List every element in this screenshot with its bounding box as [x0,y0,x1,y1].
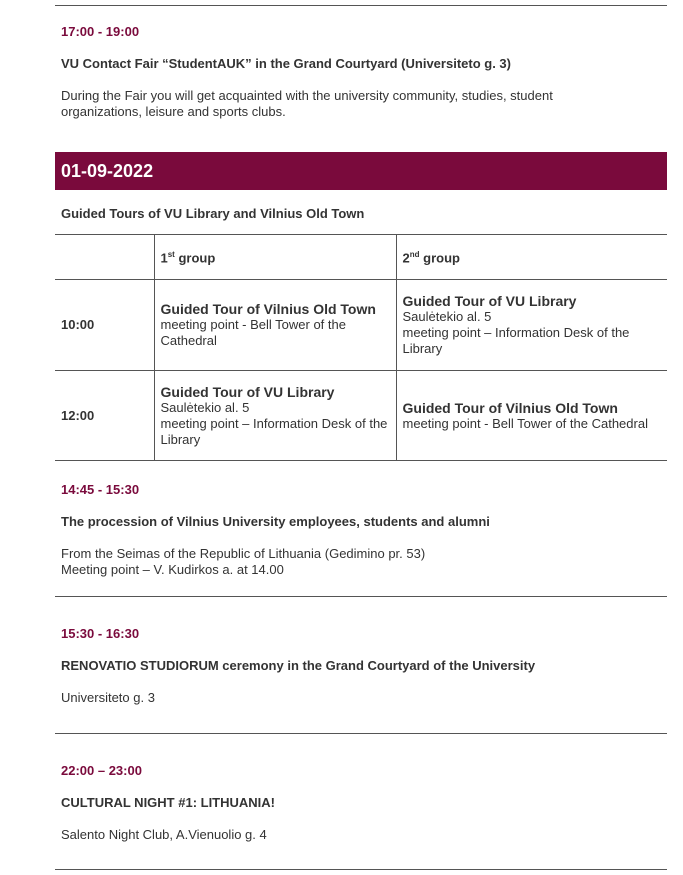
tour-title: Guided Tour of Vilnius Old Town [402,399,618,416]
event-description: From the Seimas of the Republic of Lithuania (Gedimino pr. 53) [61,546,426,561]
event-time: 17:00 - 19:00 [61,24,140,39]
table-header-row [55,235,667,280]
tour-detail: meeting point – Information Desk of the [402,325,630,340]
table-row [55,371,667,461]
tours-heading: Guided Tours of VU Library and Vilnius Old Town [61,206,365,221]
tour-detail: meeting point - Bell Tower of the [160,317,346,332]
event-time: 15:30 - 16:30 [61,626,140,641]
tour-title: Guided Tour of Vilnius Old Town [160,301,376,317]
event-title: The procession of Vilnius University employees, students and alumni [61,514,490,529]
tour-detail: Library [160,431,201,447]
tour-title: Guided Tour of VU Library [402,293,577,309]
row-time: 10:00 [55,280,154,371]
tour-detail: Library [402,341,443,356]
tour-detail: Saulėtekio al. 5 [160,399,250,415]
event-time: 22:00 – 23:00 [61,763,142,778]
divider [55,869,667,870]
divider [55,5,667,6]
event-title: VU Contact Fair “StudentAUK” in the Grand Courtyard (Universiteto g. 3) [61,56,511,71]
divider [55,596,667,597]
tour-detail: meeting point – Information Desk of the [160,415,388,431]
event-description: During the Fair you will get acquainted with the university community, studies, student organizations, leisure and sports clubs. [61,88,553,119]
table-cell-empty [55,235,154,280]
event-title: RENOVATIO STUDIORUM ceremony in the Grand Courtyard of the University [61,658,536,673]
event-description: Salento Night Club, A.Vienuolio g. 4 [61,827,267,842]
tours-table [55,234,667,461]
tour-detail: Cathedral [160,333,217,348]
event-description: Universiteto g. 3 [61,690,155,705]
group1-tour [154,280,396,371]
group1-tour [154,371,396,461]
event-time: 14:45 - 15:30 [61,482,140,497]
group2-header: 2nd group [396,235,667,280]
date-banner: 01-09-2022 [55,152,667,190]
row-time: 12:00 [55,371,154,461]
event-description: Meeting point – V. Kudirkos a. at 14.00 [61,562,284,577]
group2-tour [396,280,667,371]
tour-detail: Saulėtekio al. 5 [402,309,492,324]
group2-tour [396,371,667,461]
event-title: CULTURAL NIGHT #1: LITHUANIA! [61,795,276,810]
group1-header: 1st group [154,235,396,280]
tour-title: Guided Tour of VU Library [160,383,335,400]
divider [55,733,667,734]
tour-detail: meeting point - Bell Tower of the Cathedral [402,415,648,431]
table-row [55,280,667,371]
